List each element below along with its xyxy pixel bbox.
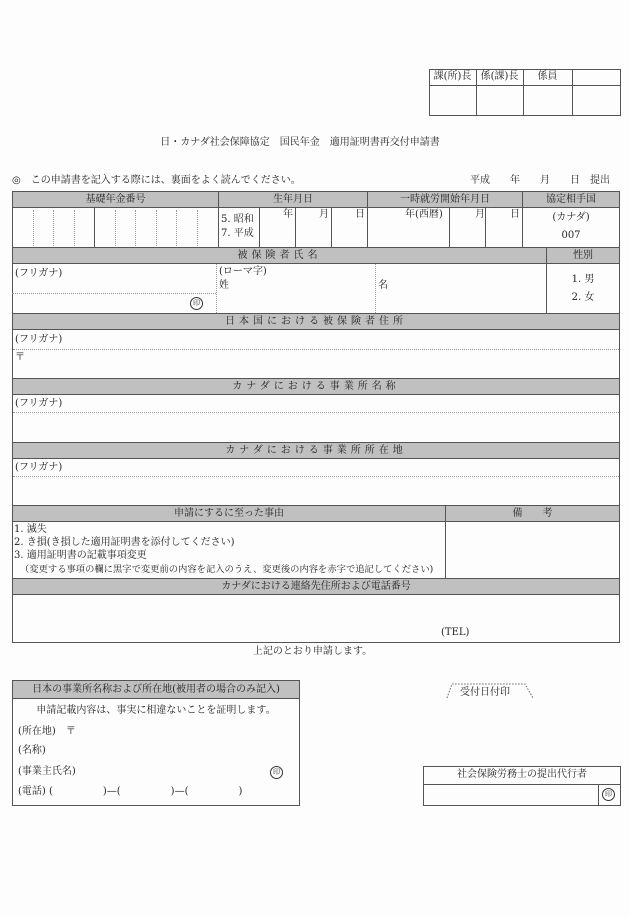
header-address-japan: 日本国における被保険者住所 <box>12 313 620 330</box>
romaji-label: (ローマ字) <box>219 266 267 277</box>
birth-year-label: 年 <box>283 209 293 220</box>
address-furigana-label: (フリガナ) <box>15 334 63 345</box>
work-year-label: 年(西暦) <box>405 209 443 220</box>
employer-name-field[interactable]: (名称) <box>18 745 46 756</box>
header-country: 協定相手国 <box>522 191 620 208</box>
approval-header-chief: 課(所)長 <box>433 71 472 82</box>
employer-furigana-label: (フリガナ) <box>15 398 63 409</box>
header-contact-canada: カナダにおける連絡先住所および電話番号 <box>12 578 620 595</box>
employer-phone-field[interactable]: (電話) ( )—( )—( ) <box>18 786 243 797</box>
header-employer-canada: カナダにおける事業所名称 <box>12 378 620 395</box>
declaration: 上記のとおり申請します。 <box>252 646 373 657</box>
contact-canada-input[interactable] <box>12 594 620 643</box>
remarks-input[interactable] <box>445 522 446 578</box>
certify-text: 申請記載内容は、事実に相違ないことを証明します。 <box>36 705 276 716</box>
header-employer-japan: 日本の事業所名称および所在地(被用者の場合のみ記入) <box>12 680 300 699</box>
surname-label[interactable]: 姓 <box>219 280 229 291</box>
seal-icon: 印 <box>270 766 283 779</box>
era-heisei[interactable]: 7. 平成 <box>221 228 254 239</box>
submit-date[interactable]: 平成 年 月 日 提出 <box>470 175 610 186</box>
header-pension-number: 基礎年金番号 <box>12 191 219 208</box>
form-title: 日・カナダ社会保障協定 国民年金 適用証明書再交付申請書 <box>160 137 440 148</box>
name-furigana-label: (フリガナ) <box>15 268 63 279</box>
birth-day-label: 日 <box>355 209 365 220</box>
notice-text: この申請書を記入する際には、裏面をよく読んでください。 <box>30 175 301 186</box>
reason-change[interactable]: 3. 適用証明書の記載事項変更 <box>14 550 147 561</box>
header-work-start: 一時就労開始年月日 <box>367 191 523 208</box>
reason-damaged[interactable]: 2. き損(き損した適用証明書を添付してください) <box>14 537 235 548</box>
approval-header-staff: 係員 <box>537 71 558 82</box>
birth-month-label: 月 <box>319 209 329 220</box>
header-employer-canada-address: カナダにおける事業所所在地 <box>12 442 620 459</box>
employer-canada-input[interactable] <box>12 394 620 443</box>
employer-owner-field[interactable]: (事業主氏名) <box>18 766 76 777</box>
given-name-label[interactable]: 名 <box>378 280 388 291</box>
agent-header: 社会保険労務士の提出代行者 <box>457 769 587 780</box>
work-day-label: 日 <box>510 209 520 220</box>
tel-label: (TEL) <box>441 627 470 638</box>
notice <box>12 175 301 187</box>
gender-male[interactable]: 1. 男 <box>571 274 595 285</box>
double-circle-icon: ◎ <box>12 175 21 186</box>
agent-input[interactable] <box>424 785 598 805</box>
country-name: (カナダ) <box>552 212 590 223</box>
seal-icon: 印 <box>190 297 203 310</box>
employer-address-furigana-label: (フリガナ) <box>15 462 63 473</box>
header-birthdate: 生年月日 <box>218 191 368 208</box>
postal-mark: 〒 <box>15 352 25 363</box>
reason-change-note: （変更する事項の欄に黒字で変更前の内容を記入のうえ、変更後の内容を赤字で追記してください) <box>20 564 434 575</box>
header-remarks: 備 考 <box>445 505 620 522</box>
era-showa[interactable]: 5. 昭和 <box>221 214 254 225</box>
reception-stamp-label: 受付日付印 <box>460 687 510 698</box>
country-code: 007 <box>561 230 581 241</box>
work-month-label: 月 <box>475 209 485 220</box>
address-japan-input[interactable] <box>12 329 620 379</box>
reason-lost[interactable]: 1. 滅失 <box>14 524 47 535</box>
approval-header-section: 係(課)長 <box>480 71 519 82</box>
gender-female[interactable]: 2. 女 <box>571 292 595 303</box>
header-gender: 性別 <box>546 247 620 264</box>
header-reason: 申請にするに至った事由 <box>12 505 446 522</box>
name-furigana-input[interactable] <box>12 264 216 313</box>
employer-canada-address-input[interactable] <box>12 458 620 506</box>
header-insured-name: 被保険者氏名 <box>12 247 547 264</box>
employer-location-field[interactable]: (所在地) 〒 <box>18 726 76 737</box>
seal-icon: 印 <box>602 788 615 801</box>
